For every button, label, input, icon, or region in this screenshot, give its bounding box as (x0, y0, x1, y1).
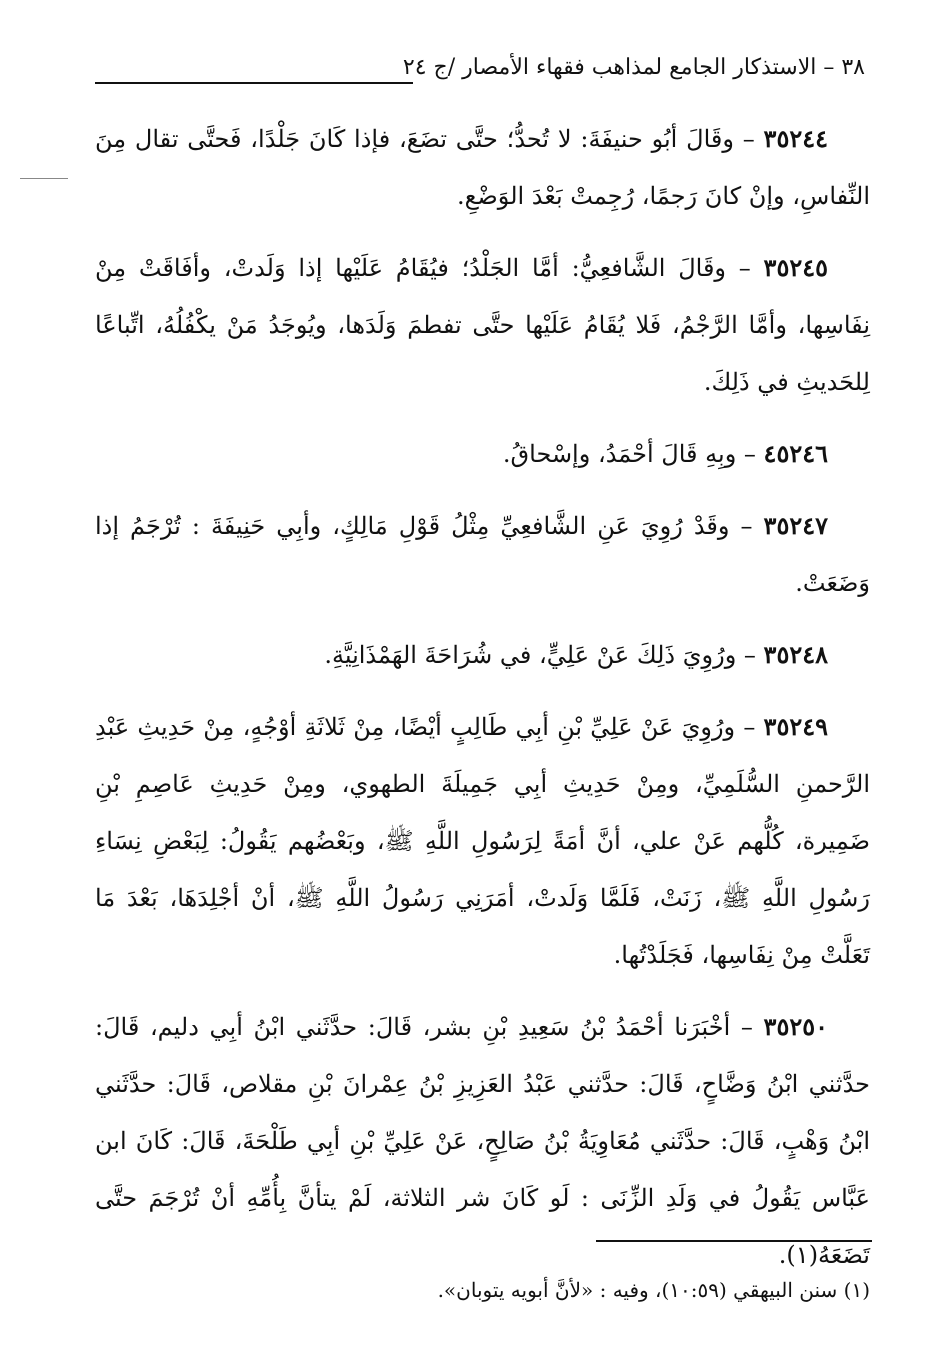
paragraph (95, 425, 870, 483)
main-text (95, 110, 870, 1296)
paragraph (95, 626, 870, 684)
running-title: ٣٨ – الاستذكار الجامع لمذاهب فقهاء الأمصار /ج ٢٤ (402, 55, 865, 80)
page-header (95, 52, 865, 92)
footnote: (١) سنن البيهقي (١٠:٥٩)، وفيه : «لأنَّ أبويه يتوبان». (437, 1278, 870, 1302)
footnote-rule (596, 1240, 872, 1242)
paragraph-text: – وبِهِ قَالَ أحْمَدُ، وإسْحاقُ. (502, 440, 764, 468)
paragraph-text: – وقَالَ الشَّافعِيُّ: أمَّا الجَلْدُ؛ فيُقَامُ عَلَيْها إذا وَلَدتْ، وأفَاقَتْ مِنْ نِفَاسِها، وأمَّا الرَّجْمُ، فَلا يُقَامُ عَلَيْها حتَّى تفطمَ وَلَدَها، ويُوجَدُ مَنْ يكْفُلُهُ، اتِّباعًا لِلحَديثِ في ذَلِكَ. (95, 254, 870, 396)
paragraph (95, 497, 870, 612)
paragraph-number: ٣٥٢٥٠ (763, 1012, 828, 1041)
paragraph-text: – أخْبَرَنا أحْمَدُ بْنُ سَعِيدِ بْنِ بشر، قَالَ: حدَّثَني ابْنُ أبِي دليم، قَالَ: حدَّثني ابْنُ وَضَّاحٍ، قَالَ: حدَّثني عَبْدُ العَزِيزِ بْنُ عِمْرانَ بْنِ مقلاص، قَالَ: حدَّثَني ابْنُ وَهْبٍ، قَالَ: حدَّثَني مُعَاوِيَةُ بْنُ صَالِحٍ، عَنْ عَلِيِّ بْنِ أبِي طَلْحَةَ، قَالَ: كَانَ ابن عَبَّاس يَقُولُ في وَلَدِ الزِّنَى : لَو كَانَ شر الثلاثة، لَمْ يتأنَّ بِأُمِّهِ أنْ تُرْجَمَ حتَّى تَضَعَهُ(١). (95, 1013, 870, 1269)
paragraph-number: ٤٥٢٤٦ (763, 439, 828, 468)
margin-mark (20, 178, 68, 179)
paragraph-text: – ورُوِيَ عَنْ عَلِيِّ بْنِ أبِي طَالِبٍ أيْضًا، مِنْ ثَلاثَةِ أوْجُهٍ، مِنْ حَدِيثِ عَبْدِ الرَّحمنِ السُّلَمِيِّ، ومِنْ حَدِيثِ أبِي جَمِيلَةَ الطهوي، ومِنْ حَدِيثِ عَاصِمِ بْنِ ضَمِيرة، كُلُّهم عَنْ علي، أنَّ أمَةً لِرَسُولِ اللَّهِ ﷺ، وبَعْضُهم يَقُولُ: لِبَعْضِ نِسَاءِ رَسُولِ اللَّهِ ﷺ، زَنَتْ، فَلَمَّا وَلَدتْ، أمَرَنِي رَسُولُ اللَّهِ ﷺ، أنْ أجْلِدَهَا، بَعْدَ مَا تَعَلَّتْ مِنْ نِفَاسِها، فَجَلَدْتُها. (95, 713, 870, 969)
paragraph (95, 698, 870, 984)
paragraph-text: – وقَالَ أبُو حنيفَةَ: لا تُحدُّ؛ حتَّى تضَعَ، فإذا كَانَ جَلْدًا، فَحتَّى تقال مِنَ النِّفاسِ، وإنْ كانَ رَجمًا، رُجِمتْ بَعْدَ الوَضْعِ. (95, 125, 870, 210)
paragraph-text: – ورُوِيَ ذَلِكَ عَنْ عَلِيٍّ، في شُرَاحَةَ الهَمْذَانِيَّةِ. (324, 641, 764, 669)
paragraph-text: – وقَدْ رُوِيَ عَنِ الشَّافعِيِّ مِثْلُ قَوْلِ مَالِكٍ، وأبِي حَنِيفَةَ : تُرْجَمُ إذا وَضَعَتْ. (95, 512, 870, 597)
paragraph (95, 239, 870, 411)
paragraph-number: ٣٥٢٤٥ (763, 253, 828, 282)
paragraph-number: ٣٥٢٤٩ (763, 712, 828, 741)
paragraph (95, 110, 870, 225)
paragraph-number: ٣٥٢٤٨ (763, 640, 828, 669)
paragraph-number: ٣٥٢٤٧ (763, 511, 828, 540)
header-rule (95, 82, 413, 84)
paragraph-number: ٣٥٢٤٤ (763, 124, 828, 153)
